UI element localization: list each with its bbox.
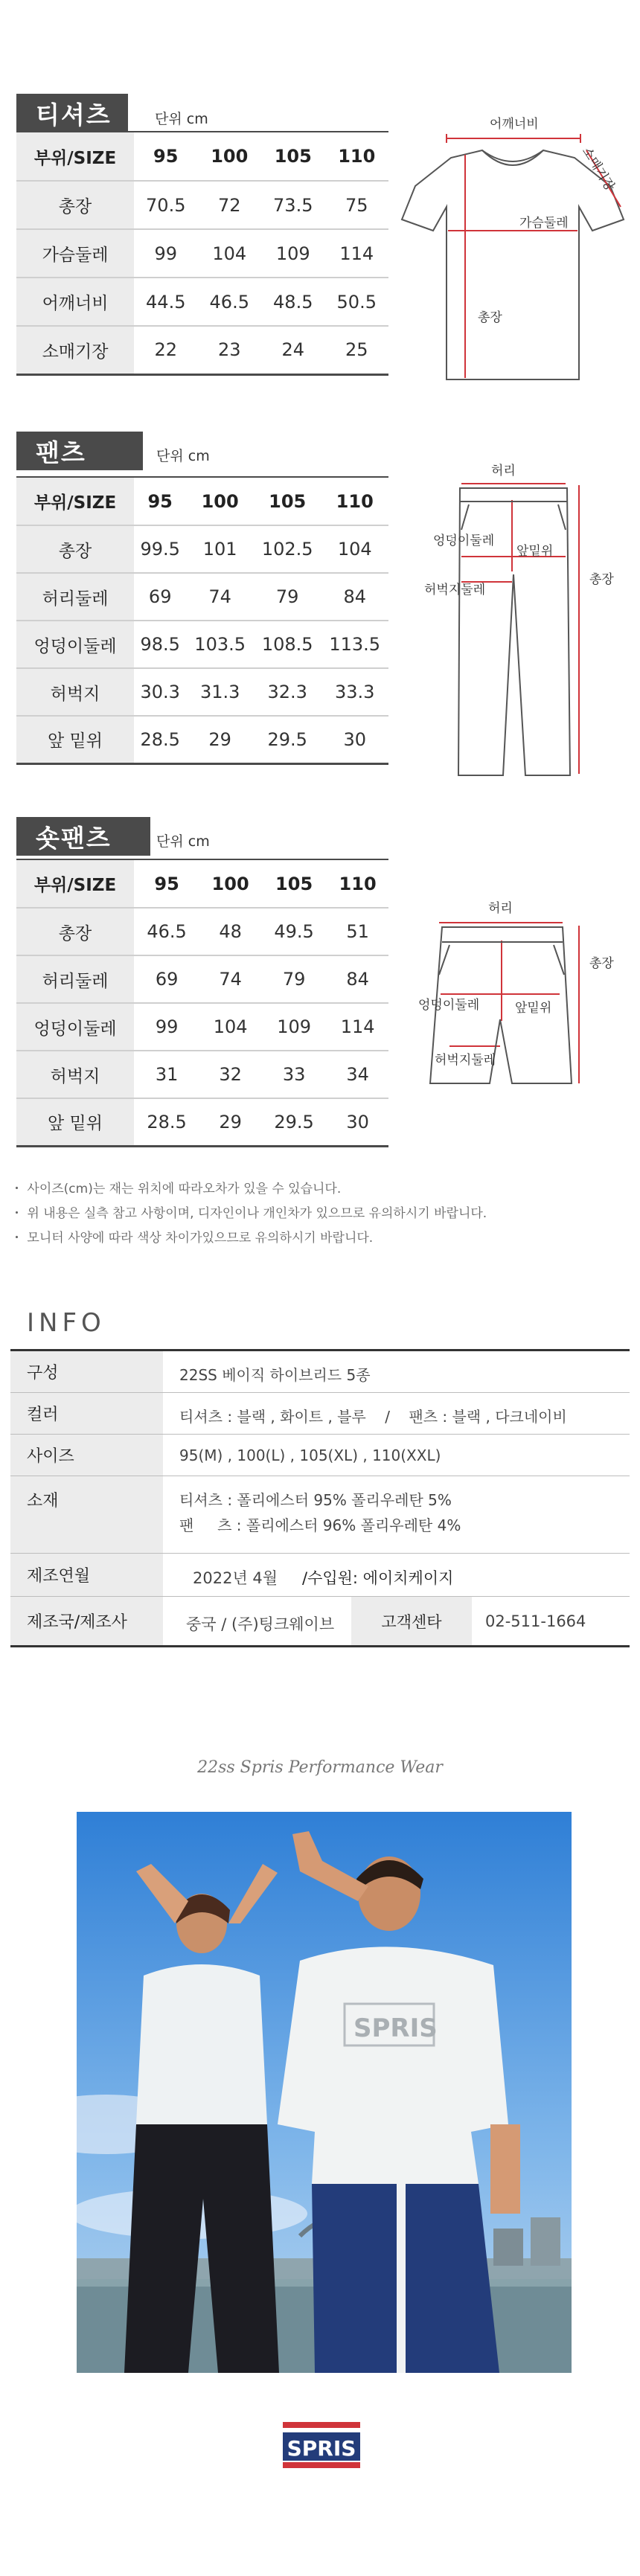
- row-label-cell: 허벅지: [16, 1051, 134, 1098]
- row-label-cell: 앞 밑위: [16, 716, 134, 763]
- size-value-cell: 104: [198, 229, 262, 278]
- row-label-cell: 부위/SIZE: [16, 132, 134, 181]
- size-value-cell: 114: [325, 229, 389, 278]
- size-value-cell: 34: [327, 1051, 388, 1098]
- diagram-label-length: 총장: [589, 572, 614, 587]
- size-value-cell: 105: [254, 478, 321, 525]
- size-value-cell: 29: [199, 1098, 261, 1146]
- tshirt-outline: [402, 150, 624, 379]
- diagram-label-length: 총장: [589, 956, 614, 971]
- row-label-cell: 엉덩이둘레: [16, 621, 134, 668]
- row-label-cell: 가슴둘레: [16, 229, 134, 278]
- size-value-cell: 110: [321, 478, 388, 525]
- size-value-cell: 46.5: [134, 908, 199, 955]
- size-value-cell: 49.5: [261, 908, 327, 955]
- diagram-label-hip: 엉덩이둘레: [433, 534, 495, 548]
- table-row: [16, 716, 388, 763]
- info-key: 사이즈: [10, 1435, 163, 1476]
- section-tag-pants: [16, 432, 143, 470]
- table-row: [16, 1098, 388, 1146]
- size-value-cell: 30: [321, 716, 388, 763]
- size-value-cell: 103.5: [186, 621, 254, 668]
- info-key: 제조연월: [10, 1554, 163, 1596]
- info-value: 팬 츠 : 폴리에스터 96% 폴리우레탄 4%: [179, 1516, 461, 1534]
- info-key: 구성: [10, 1351, 163, 1392]
- diagram-label-hip: 엉덩이둘레: [418, 998, 480, 1013]
- table-header-row: [16, 132, 388, 181]
- table-header-row: [16, 478, 388, 525]
- size-value-cell: 31.3: [186, 668, 254, 716]
- size-value-cell: 79: [254, 573, 321, 621]
- size-value-cell: 99: [134, 1003, 199, 1051]
- table-header-row: [16, 860, 388, 908]
- diagram-label-waist: 허리: [488, 901, 513, 916]
- info-value: 티셔츠 : 블랙 , 화이트 , 블루 / 팬츠 : 블랙 , 다크네이비: [179, 1408, 567, 1426]
- size-value-cell: 108.5: [254, 621, 321, 668]
- size-value-cell: 29: [186, 716, 254, 763]
- table-row: [16, 229, 388, 278]
- size-value-cell: 114: [327, 1003, 388, 1051]
- size-value-cell: 98.5: [134, 621, 186, 668]
- size-value-cell: 28.5: [134, 1098, 199, 1146]
- section-title: 팬츠: [36, 438, 86, 467]
- unit-label: 단위 cm: [155, 111, 208, 127]
- size-notes: [10, 1177, 576, 1251]
- section-tag-tshirt: [16, 94, 128, 132]
- size-value-cell: 44.5: [134, 278, 198, 326]
- row-label-cell: 총장: [16, 908, 134, 955]
- size-value-cell: 22: [134, 326, 198, 374]
- size-value-cell: 100: [198, 132, 262, 181]
- unit-label: 단위 cm: [156, 448, 210, 464]
- size-value-cell: 104: [199, 1003, 261, 1051]
- size-value-cell: 104: [321, 525, 388, 573]
- size-value-cell: 74: [186, 573, 254, 621]
- row-label-cell: 소매기장: [16, 326, 134, 374]
- size-value-cell: 46.5: [198, 278, 262, 326]
- table-row: [16, 1003, 388, 1051]
- diagram-label-shoulder: 어깨너비: [490, 117, 539, 132]
- size-value-cell: 30: [327, 1098, 388, 1146]
- size-value-cell: 99: [134, 229, 198, 278]
- table-row: [16, 668, 388, 716]
- info-key: 제조국/제조사: [10, 1597, 163, 1645]
- size-value-cell: 69: [134, 573, 186, 621]
- shorts-size-table: [16, 860, 388, 1147]
- size-value-cell: 110: [325, 132, 389, 181]
- info-value: 95(M) , 100(L) , 105(XL) , 110(XXL): [179, 1446, 441, 1464]
- info-row-composition: [10, 1351, 630, 1393]
- size-value-cell: 74: [199, 955, 261, 1003]
- row-label-cell: 부위/SIZE: [16, 860, 134, 908]
- info-row-size: [10, 1435, 630, 1476]
- size-value-cell: 100: [199, 860, 261, 908]
- pants-outline: [458, 488, 570, 775]
- size-value-cell: 50.5: [325, 278, 389, 326]
- unit-label: 단위 cm: [156, 833, 210, 850]
- note-line: ・ 위 내용은 실측 참고 사항이며, 디자인이나 개인차가 있으므로 유의하시기 바랍니다.: [10, 1206, 487, 1221]
- size-value-cell: 25: [325, 326, 389, 374]
- table-row: [16, 1051, 388, 1098]
- row-label-cell: 부위/SIZE: [16, 478, 134, 525]
- info-value: 2022년 4월: [193, 1569, 278, 1587]
- row-label-cell: 앞 밑위: [16, 1098, 134, 1146]
- size-value-cell: 32.3: [254, 668, 321, 716]
- size-value-cell: 109: [261, 229, 325, 278]
- size-value-cell: 30.3: [134, 668, 186, 716]
- pants-size-table: [16, 478, 388, 765]
- size-value-cell: 48.5: [261, 278, 325, 326]
- diagram-label-chest: 가슴둘레: [519, 216, 569, 231]
- size-value-cell: 95: [134, 478, 186, 525]
- row-label-cell: 허리둘레: [16, 573, 134, 621]
- size-value-cell: 33.3: [321, 668, 388, 716]
- table-row: [16, 525, 388, 573]
- table-row: [16, 573, 388, 621]
- info-value-center: 02-511-1664: [485, 1612, 586, 1630]
- size-value-cell: 101: [186, 525, 254, 573]
- diagram-label-thigh: 허벅지둘레: [424, 583, 486, 597]
- info-value: 중국 / (주)팅크웨이브: [186, 1615, 335, 1633]
- size-value-cell: 84: [321, 573, 388, 621]
- table-row: [16, 621, 388, 668]
- row-label-cell: 총장: [16, 525, 134, 573]
- note-line: ・ 모니터 사양에 따라 색상 차이가있으므로 유의하시기 바랍니다.: [10, 1231, 374, 1246]
- size-value-cell: 29.5: [261, 1098, 327, 1146]
- info-value: 티셔츠 : 폴리에스터 95% 폴리우레탄 5%: [179, 1491, 452, 1509]
- size-value-cell: 79: [261, 955, 327, 1003]
- photo-shirt-print: SPRIS: [353, 2013, 438, 2043]
- table-row: [16, 278, 388, 326]
- info-value-importer: /수입원: 에이치케이지: [302, 1569, 454, 1587]
- size-value-cell: 33: [261, 1051, 327, 1098]
- info-row-color: [10, 1393, 630, 1435]
- info-row-date: [10, 1554, 630, 1597]
- size-value-cell: 69: [134, 955, 199, 1003]
- row-label-cell: 어깨너비: [16, 278, 134, 326]
- row-label-cell: 총장: [16, 181, 134, 229]
- row-label-cell: 허벅지: [16, 668, 134, 716]
- size-value-cell: 110: [327, 860, 388, 908]
- shorts-diagram: [417, 893, 633, 1116]
- size-value-cell: 105: [261, 860, 327, 908]
- size-value-cell: 24: [261, 326, 325, 374]
- size-value-cell: 72: [198, 181, 262, 229]
- size-value-cell: 109: [261, 1003, 327, 1051]
- info-title: INFO: [27, 1308, 106, 1338]
- size-value-cell: 73.5: [261, 181, 325, 229]
- size-value-cell: 95: [134, 860, 199, 908]
- size-value-cell: 32: [199, 1051, 261, 1098]
- size-value-cell: 31: [134, 1051, 199, 1098]
- tshirt-size-table: [16, 132, 388, 376]
- diagram-label-length: 총장: [478, 310, 502, 325]
- size-value-cell: 84: [327, 955, 388, 1003]
- size-value-cell: 48: [199, 908, 261, 955]
- size-value-cell: 113.5: [321, 621, 388, 668]
- info-value: 22SS 베이직 하이브리드 5종: [179, 1366, 371, 1384]
- photo-caption: 22ss Spris Performance Wear: [197, 1758, 443, 1777]
- size-value-cell: 70.5: [134, 181, 198, 229]
- pants-diagram: [417, 455, 633, 783]
- tshirt-diagram: [394, 112, 633, 394]
- note-line: ・ 사이즈(cm)는 재는 위치에 따라오차가 있을 수 있습니다.: [10, 1182, 342, 1196]
- size-value-cell: 95: [134, 132, 198, 181]
- size-value-cell: 100: [186, 478, 254, 525]
- diagram-label-waist: 허리: [491, 464, 516, 478]
- size-value-cell: 51: [327, 908, 388, 955]
- table-row: [16, 326, 388, 374]
- info-key: 컬러: [10, 1393, 163, 1434]
- diagram-label-sleeve: 소매기장: [578, 144, 618, 194]
- size-value-cell: 105: [261, 132, 325, 181]
- diagram-label-rise: 앞밑위: [515, 1001, 552, 1016]
- size-value-cell: 29.5: [254, 716, 321, 763]
- info-key-center: 고객센타: [351, 1597, 472, 1645]
- size-value-cell: 102.5: [254, 525, 321, 573]
- section-tag-shorts: [16, 817, 150, 856]
- section-title: 티셔츠: [36, 100, 112, 129]
- info-row-material: [10, 1476, 630, 1554]
- spris-logo: [283, 2422, 360, 2468]
- diagram-label-thigh: 허벅지둘레: [435, 1053, 496, 1068]
- info-row-origin: [10, 1597, 630, 1647]
- diagram-label-rise: 앞밑위: [516, 544, 554, 559]
- table-row: [16, 955, 388, 1003]
- row-label-cell: 허리둘레: [16, 955, 134, 1003]
- logo-text: SPRIS: [287, 2436, 356, 2461]
- table-row: [16, 908, 388, 955]
- row-label-cell: 엉덩이둘레: [16, 1003, 134, 1051]
- size-value-cell: 23: [198, 326, 262, 374]
- size-value-cell: 99.5: [134, 525, 186, 573]
- model-photo: [77, 1812, 572, 2373]
- table-row: [16, 181, 388, 229]
- size-value-cell: 28.5: [134, 716, 186, 763]
- section-title: 숏팬츠: [36, 823, 112, 853]
- info-key: 소재: [10, 1476, 163, 1553]
- size-value-cell: 75: [325, 181, 389, 229]
